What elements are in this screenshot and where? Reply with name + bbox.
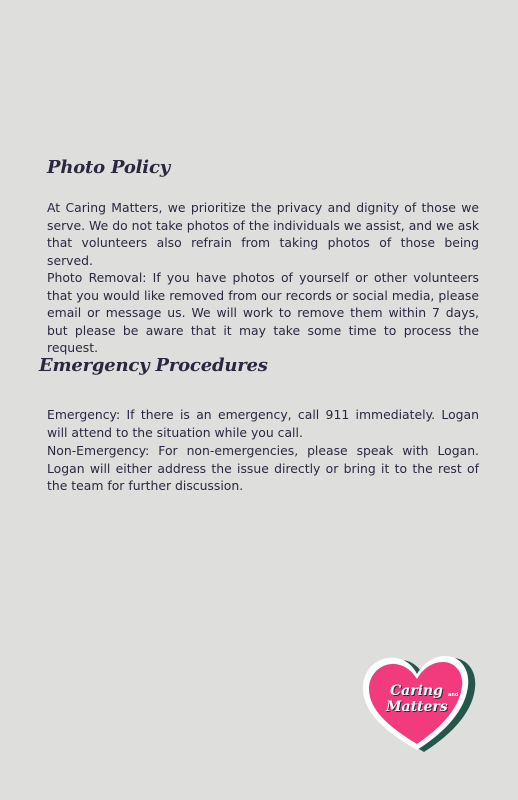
logo-text-caring: Caring bbox=[390, 683, 443, 699]
logo-text-matters: Matters bbox=[386, 699, 448, 715]
logo-text-and: and bbox=[448, 692, 459, 698]
emergency-paragraph: Emergency: If there is an emergency, call 911 immediately. Logan will attend to the situation while you call. bbox=[47, 407, 479, 440]
emergency-procedures-heading: Emergency Procedures bbox=[39, 355, 268, 376]
photo-policy-heading: Photo Policy bbox=[47, 157, 170, 178]
caring-matters-logo bbox=[360, 652, 478, 756]
photo-removal-paragraph: Photo Removal: If you have photos of yourself or other volunteers that you would like removed from our records or social media, please email or message us. We will work to remove them within 7 days, but please be aware that it may take some time to process the request. bbox=[47, 270, 479, 355]
photo-policy-paragraph: At Caring Matters, we prioritize the privacy and dignity of those we serve. We do not take photos of the individuals we assist, and we ask that volunteers also refrain from taking photos of those being served. bbox=[47, 200, 479, 268]
non-emergency-paragraph: Non-Emergency: For non-emergencies, please speak with Logan. Logan will either address the issue directly or bring it to the rest of the team for further discussion. bbox=[47, 443, 479, 493]
